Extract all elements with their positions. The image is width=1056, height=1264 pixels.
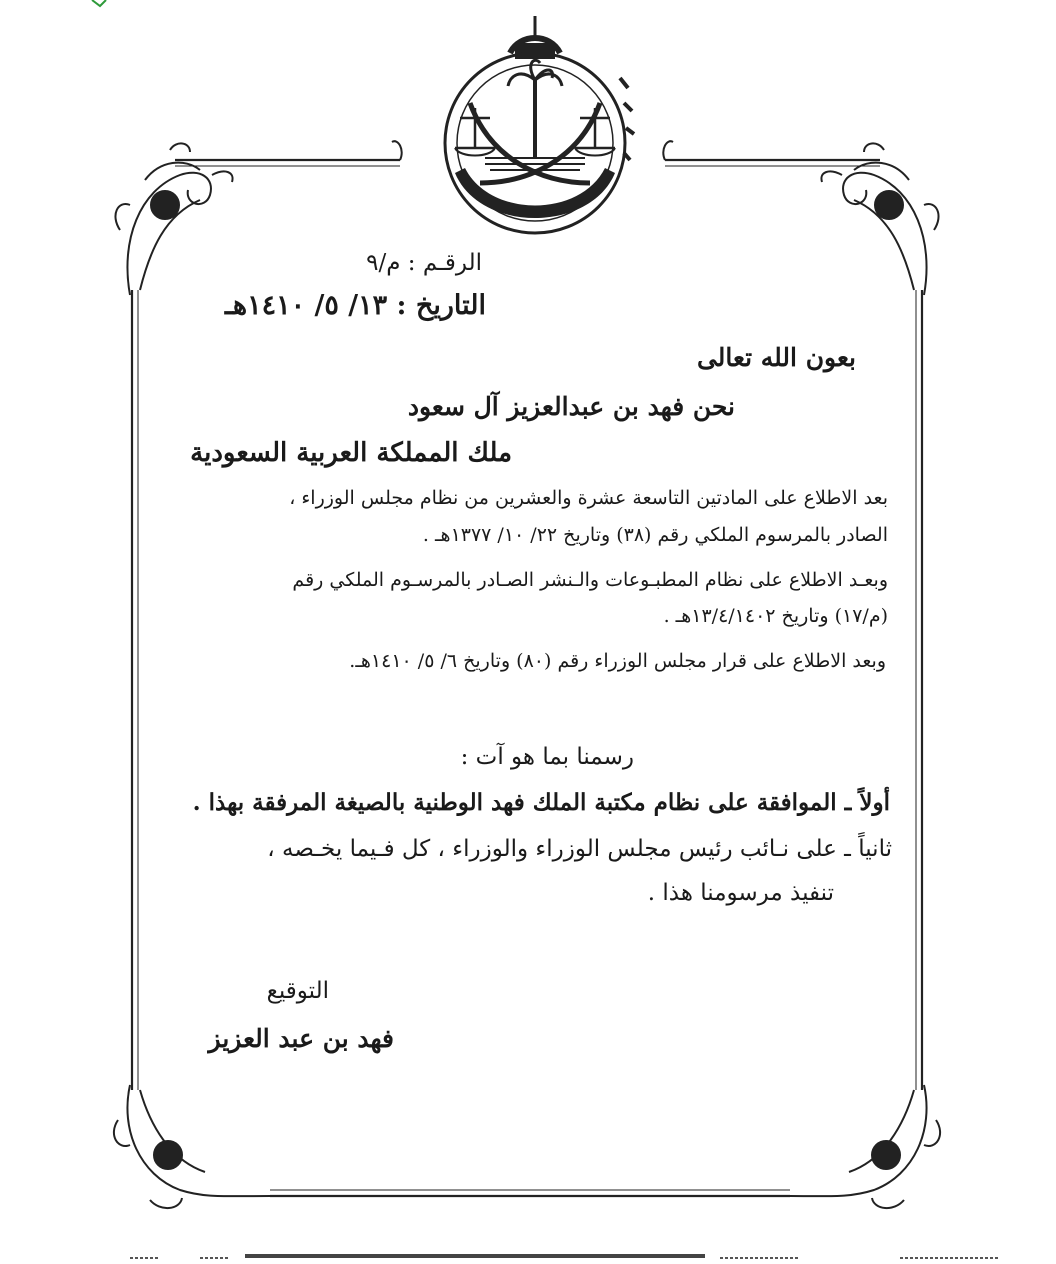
signature-label: التوقيع (266, 978, 329, 1004)
paragraph-2-line-2: (م/١٧) وتاريخ ١٣/٤/١٤٠٢هـ . (663, 605, 888, 627)
paragraph-1-line-1: بعد الاطلاع على المادتين التاسعة عشرة والعشرين من نظام مجلس الوزراء ، (289, 487, 888, 509)
corner-mark-icon (92, 0, 106, 6)
invocation-line: بعون الله تعالى (696, 343, 856, 372)
saudi-emblem-scales-palm-swords-icon (430, 8, 640, 238)
reference-number: الرقـم : م/٩ (366, 250, 482, 276)
decree-intro: رسمنا بما هو آت : (460, 744, 634, 770)
paragraph-1-line-2: الصادر بالمرسوم الملكي رقم (٣٨) وتاريخ ٢٢/ ١٠/ ١٣٧٧هـ . (422, 524, 888, 546)
reference-date: التاريخ : ١٣/ ٥/ ١٤١٠هـ (224, 290, 486, 321)
decree-item-2-line-2: تنفيذ مرسومنا هذا . (647, 880, 834, 906)
scan-edge-strip (0, 1250, 1056, 1264)
floral-corner-ornament-icon (114, 1085, 270, 1208)
king-name-line: نحن فهد بن عبدالعزيز آل سعود (407, 392, 735, 421)
decree-item-2-line-1: ثانياً ـ على نـائب رئيس مجلس الوزراء والوزراء ، كل فـيما يخـصه ، (267, 836, 892, 862)
paragraph-2-line-1: وبعـد الاطلاع على نظام المطبـوعات والـنشر الصـادر بالمرسـوم الملكي رقم (292, 569, 888, 591)
floral-corner-ornament-icon (790, 1085, 940, 1208)
signature-name: فهد بن عبد العزيز (208, 1024, 394, 1053)
decree-item-1: أولاً ـ الموافقة على نظام مكتبة الملك فهد الوطنية بالصيغة المرفقة بهذا . (192, 789, 890, 816)
king-title-line: ملك المملكة العربية السعودية (190, 438, 512, 468)
paragraph-3: وبعد الاطلاع على قرار مجلس الوزراء رقم (٨٠) وتاريخ ٦/ ٥/ ١٤١٠هـ. (349, 650, 886, 672)
